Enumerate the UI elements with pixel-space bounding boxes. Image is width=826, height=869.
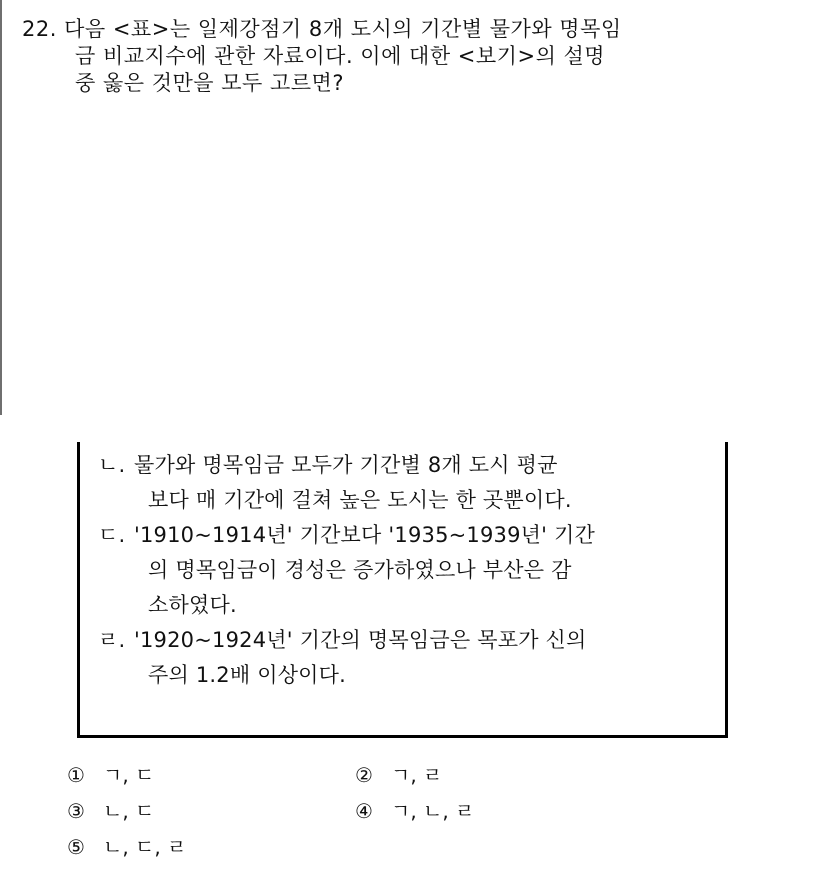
- bogi-marker: ㄴ.: [98, 453, 126, 477]
- bogi-line: 보다 매 기간에 걸쳐 높은 도시는 한 곳뿐이다.: [148, 488, 572, 512]
- choice-number: ①: [67, 763, 85, 787]
- choice-number: ②: [355, 763, 373, 787]
- bogi-line: 주의 1.2배 이상이다.: [148, 663, 347, 687]
- choice-text: ㄱ, ㄷ: [103, 763, 155, 787]
- question-line-2: 금 비교지수에 관한 자료이다. 이에 대한 <보기>의 설명: [75, 44, 606, 68]
- bogi-line: '1920~1924년' 기간의 명목임금은 목포가 신의: [134, 628, 587, 652]
- bogi-line: 소하였다.: [148, 593, 237, 617]
- choice-number: ③: [67, 799, 85, 823]
- choice-text: ㄱ, ㄹ: [391, 763, 443, 787]
- bogi-line: 의 명목임금이 경성은 증가하였으나 부산은 감: [148, 558, 572, 582]
- choice-text: ㄴ, ㄷ, ㄹ: [103, 835, 187, 859]
- bogi-item-digeut: [98, 518, 595, 623]
- choice-number: ④: [355, 799, 373, 823]
- choice-2[interactable]: [355, 757, 442, 793]
- bogi-item-nieun: [98, 448, 572, 518]
- bogi-line: '1910~1914년' 기간보다 '1935~1939년' 기간: [134, 523, 595, 547]
- choice-5[interactable]: [67, 829, 186, 865]
- question-line-1: [22, 16, 812, 43]
- bogi-line: 물가와 명목임금 모두가 기간별 8개 도시 평균: [134, 453, 558, 477]
- question-line-3: 중 옳은 것만을 모두 고르면?: [75, 71, 344, 95]
- choice-text: ㄴ, ㄷ: [103, 799, 155, 823]
- choice-1[interactable]: [67, 757, 154, 793]
- choice-number: ⑤: [67, 835, 85, 859]
- choice-4[interactable]: [355, 793, 474, 829]
- choice-3[interactable]: [67, 793, 154, 829]
- question-text-1: 다음 <표>는 일제강점기 8개 도시의 기간별 물가와 명목임: [64, 17, 622, 41]
- choice-text: ㄱ, ㄴ, ㄹ: [391, 799, 475, 823]
- bogi-marker: ㄷ.: [98, 523, 126, 547]
- question-stem: [22, 16, 812, 97]
- bogi-marker: ㄹ.: [98, 628, 126, 652]
- question-number: 22.: [22, 17, 57, 41]
- column-divider: [0, 0, 2, 415]
- bogi-item-rieul: [98, 623, 587, 693]
- bogi-box: [77, 442, 728, 738]
